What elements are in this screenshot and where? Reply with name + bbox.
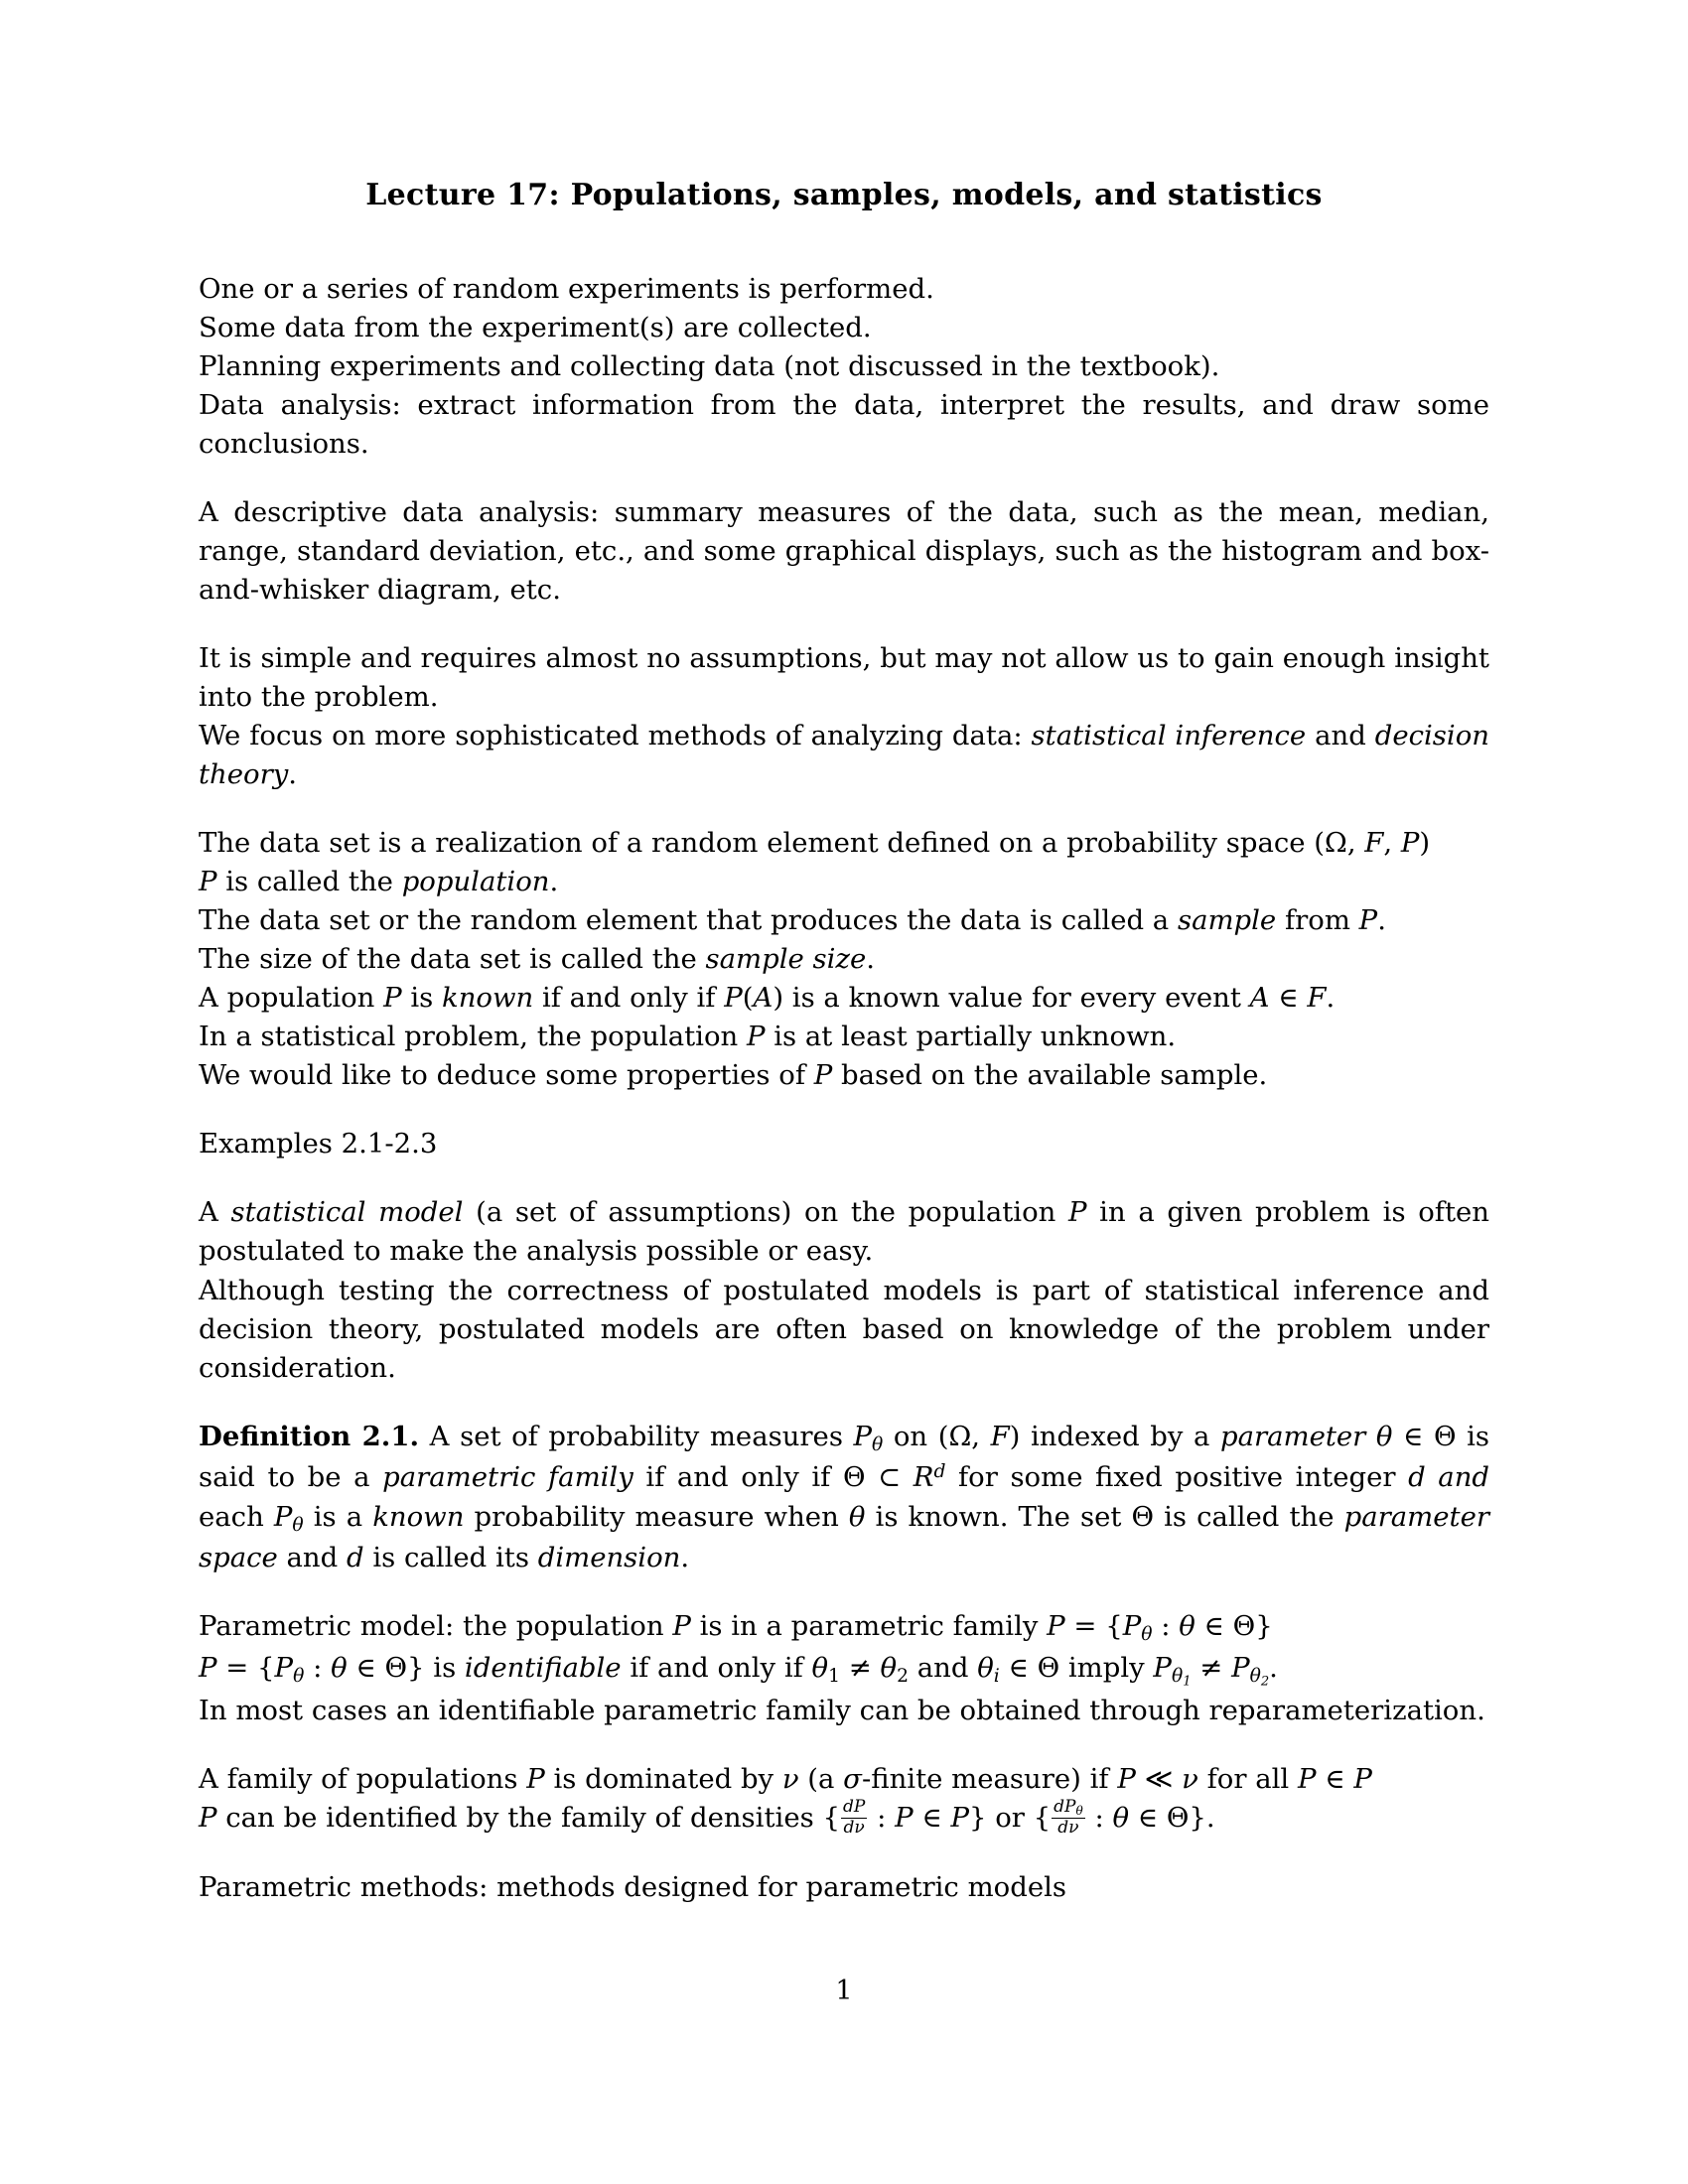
text-run: We focus on more sophisticated methods of analyzing data: [199, 719, 1032, 751]
text-run: = { [1064, 1610, 1123, 1643]
text-run: } [407, 1652, 425, 1685]
math-P: P [1231, 1652, 1250, 1685]
emphasis-parameter: parameter [1219, 1420, 1366, 1452]
math-omega: Ω [948, 1420, 972, 1452]
math-element-of: ∈ [999, 1652, 1038, 1685]
math-A: A [753, 982, 774, 1015]
math-element-of: ∈ [347, 1652, 385, 1685]
math-P: P [1122, 1610, 1142, 1643]
text-run: -finite measure) if [861, 1763, 1118, 1796]
math-P: P [747, 1021, 766, 1053]
math-theta: θ [1112, 1802, 1130, 1835]
text-run: is at least partially unknown. [765, 1021, 1177, 1053]
emphasis-known: known [442, 982, 534, 1015]
math-capital-theta: Θ [1037, 1652, 1060, 1685]
text-line: Some data from the experiment(s) are collected. [199, 311, 872, 343]
text-run: if and only if [633, 1461, 843, 1494]
text-run: , [1346, 827, 1365, 860]
math-script-P: P [950, 1802, 969, 1835]
math-not-equal: ≠ [840, 1652, 881, 1685]
math-superscript-d: d [933, 1461, 946, 1483]
text-line [199, 863, 1489, 901]
text-line: Although testing the correctness of postulated models is part of statistical inference and decision theory, postulated models are often based on knowledge of the problem under consideration. [199, 1274, 1489, 1384]
emphasis-sample: sample [1177, 904, 1277, 937]
text-line [199, 1607, 1489, 1649]
text-run: and [1306, 719, 1375, 751]
text-run: is a [303, 1500, 373, 1533]
text-line: A descriptive data analysis: summary measures of the data, such as the mean, median, range, standard deviation, etc., and some graphical displays, such as the histogram and box-and-whisker diagram, etc. [199, 495, 1489, 606]
text-run: The data set is a realization of a random element defined on a probability space ( [199, 827, 1325, 860]
text-line: Parametric methods: methods designed for parametric models [199, 1871, 1066, 1904]
math-capital-theta: Θ [1166, 1802, 1190, 1835]
paragraph-dominated-family [199, 1760, 1489, 1839]
text-line [199, 1193, 1489, 1271]
emphasis-identifiable: identifiable [464, 1652, 622, 1685]
text-run: . [549, 866, 559, 898]
emphasis-parameter-space: parameter space [199, 1500, 1489, 1574]
text-run: is called the [1154, 1500, 1344, 1533]
text-run: is called its [363, 1542, 538, 1574]
text-run: : [304, 1652, 332, 1685]
math-subscript-theta: θ [292, 1514, 304, 1536]
paragraph-population-sample [199, 824, 1489, 1095]
text-line [199, 824, 1489, 863]
math-element-of: ∈ [1316, 1763, 1354, 1796]
text-run: The size of the data set is called the [199, 943, 706, 976]
math-script-F: F [1307, 982, 1327, 1015]
page-title: Lecture 17: Populations, samples, models, and statistics [365, 178, 1323, 212]
text-run: ) is a known value for every event [773, 982, 1250, 1015]
text-run: . [288, 758, 298, 791]
text-run: is [424, 1652, 465, 1685]
math-capital-theta: Θ [384, 1652, 408, 1685]
text-line [199, 717, 1489, 794]
math-capital-theta: Θ [842, 1461, 866, 1494]
math-not-equal: ≠ [1191, 1652, 1232, 1685]
math-P: P [199, 866, 217, 898]
text-line [199, 979, 1489, 1018]
text-run: ) indexed by a [1009, 1420, 1220, 1452]
text-line: Data analysis: extract information from the data, interpret the results, and draw some conclusions. [199, 388, 1489, 460]
text-run [1365, 1421, 1376, 1452]
text-run: = { [216, 1652, 275, 1685]
text-run: if and only if [533, 982, 725, 1015]
text-run: , [971, 1420, 991, 1452]
emphasis-statistical-model: statistical model [230, 1196, 464, 1229]
text-run: : [1152, 1610, 1180, 1643]
emphasis-decision-theory: decision theory [199, 719, 1489, 791]
fraction-numerator [1052, 1796, 1085, 1820]
math-fraction-dP-dnu [841, 1799, 867, 1838]
text-run: } or { [968, 1802, 1052, 1835]
math-theta: θ [977, 1652, 994, 1685]
math-script-F: F [990, 1420, 1010, 1452]
text-run: A family of populations [199, 1763, 527, 1796]
math-subscript-1: 1 [828, 1666, 840, 1688]
math-subscript-i: i [993, 1666, 1000, 1688]
text-line [199, 1649, 1489, 1692]
text-run: . [1269, 1652, 1278, 1685]
math-capital-theta: Θ [1232, 1610, 1256, 1643]
math-capital-theta: Θ [1433, 1420, 1457, 1452]
math-P: P [383, 982, 402, 1015]
text-line: Planning experiments and collecting data (not discussed in the textbook). [199, 349, 1220, 382]
text-run: (a set of assumptions) on the population [463, 1196, 1068, 1229]
math-omega: Ω [1325, 827, 1347, 860]
math-element-of: ∈ [1392, 1420, 1434, 1452]
text-run: and [277, 1542, 347, 1574]
text-line [199, 901, 1489, 940]
text-line: It is simple and requires almost no assumptions, but may not allow us to gain enough insight into the problem. [199, 641, 1489, 713]
text-run: . [1377, 904, 1386, 937]
text-line: One or a series of random experiments is performed. [199, 272, 934, 305]
fraction-denominator: dν [1057, 1818, 1079, 1839]
text-line [199, 1760, 1489, 1799]
text-run: for all [1197, 1763, 1298, 1796]
math-subscript-2: 2 [897, 1666, 909, 1688]
math-subscript-theta: θ [872, 1433, 884, 1455]
paragraph-statistical-model [199, 1193, 1489, 1387]
math-theta: θ [848, 1500, 866, 1533]
text-run: is known. The set [865, 1500, 1132, 1533]
definition-2-1 [199, 1418, 1489, 1578]
text-run: : [868, 1802, 896, 1835]
math-fraction-dPtheta-dnu [1052, 1796, 1085, 1839]
text-run: is in a parametric family [690, 1610, 1048, 1643]
text-run: each [199, 1500, 274, 1533]
fraction-denominator: dν [843, 1817, 865, 1838]
text-run: ) [1419, 827, 1431, 860]
text-run: A population [199, 982, 384, 1015]
paragraph-parametric-model [199, 1607, 1489, 1730]
emphasis-parametric-family: parametric family [382, 1461, 633, 1494]
math-subscript-theta-2: θ2 [1249, 1666, 1270, 1690]
text-run: A [199, 1196, 231, 1229]
text-run: Parametric model: the population [199, 1610, 673, 1643]
page-number: 1 [835, 1976, 853, 2006]
text-run: in a given problem is often postulated to make the analysis possible or easy. [199, 1196, 1489, 1268]
text-run: is said to be a [199, 1420, 1490, 1494]
math-theta: θ [1375, 1420, 1393, 1452]
text-run: for some fixed positive integer [945, 1461, 1409, 1494]
emphasis-population: population [401, 866, 550, 898]
math-theta: θ [811, 1652, 829, 1685]
emphasis-sample-size: sample size [705, 943, 867, 976]
text-run: is dominated by [544, 1763, 782, 1796]
text-run: (a [798, 1763, 844, 1796]
math-theta: θ [331, 1652, 348, 1685]
math-subscript-theta-1: θ1 [1171, 1666, 1192, 1690]
text-run: . [680, 1542, 690, 1574]
emphasis-known: known [372, 1500, 465, 1533]
math-script-P: P [199, 1802, 217, 1835]
math-P: P [813, 1059, 833, 1092]
math-P: P [273, 1500, 293, 1533]
paragraph-parametric-methods [199, 1868, 1489, 1907]
text-run: . [866, 943, 875, 976]
math-d: d [347, 1542, 364, 1574]
math-P: P [1117, 1763, 1136, 1796]
emphasis-d-and: d and [1408, 1461, 1490, 1494]
definition-label: Definition 2.1. [199, 1420, 420, 1452]
math-P: P [1358, 904, 1378, 937]
paragraph-descriptive-analysis [199, 493, 1489, 610]
math-script-F: F [1364, 827, 1384, 860]
text-run: }. [1189, 1802, 1215, 1835]
math-nu: ν [781, 1763, 799, 1796]
paragraph-intro [199, 270, 1489, 464]
text-run: . [1326, 982, 1336, 1015]
math-nu: ν [1182, 1763, 1198, 1796]
math-subset: ⊂ [865, 1461, 914, 1494]
text-run: : [1085, 1802, 1113, 1835]
text-run: from [1276, 904, 1359, 937]
math-P: P [672, 1610, 691, 1643]
text-run: We would like to deduce some properties of [199, 1059, 814, 1092]
text-run: probability measure when [464, 1500, 849, 1533]
examples-reference: Examples 2.1-2.3 [199, 1128, 438, 1160]
fraction-numerator: dP [842, 1797, 866, 1818]
math-P: P [1068, 1196, 1087, 1229]
math-theta: θ [880, 1652, 898, 1685]
math-script-R: R [913, 1461, 934, 1494]
text-line: In most cases an identifiable parametric family can be obtained through reparameterization. [199, 1695, 1485, 1727]
text-run: The data set or the random element that produces the data is called a [199, 904, 1178, 937]
text-run: In a statistical problem, the population [199, 1021, 747, 1053]
math-script-P: P [1353, 1763, 1372, 1796]
paragraph-simple-assumptions [199, 639, 1489, 794]
text-line [199, 1018, 1489, 1056]
math-A: A [1249, 982, 1270, 1015]
math-script-P: P [199, 1652, 217, 1685]
paragraph-examples [199, 1125, 1489, 1163]
math-P: P [895, 1802, 914, 1835]
math-element-of: ∈ [1129, 1802, 1167, 1835]
math-P: P [1297, 1763, 1317, 1796]
text-run: based on the available sample. [832, 1059, 1268, 1092]
page-content [199, 177, 1489, 1938]
math-subscript-theta: θ [293, 1666, 305, 1688]
math-theta: θ [1179, 1610, 1196, 1643]
text-run: } [1255, 1610, 1273, 1643]
text-run: and [908, 1652, 978, 1685]
math-P: P [1153, 1652, 1172, 1685]
text-run: can be identified by the family of densities { [216, 1802, 840, 1835]
text-run: if and only if [621, 1652, 812, 1685]
text-run: , [1383, 827, 1401, 860]
math-element-of: ∈ [913, 1802, 951, 1835]
math-script-P: P [1047, 1610, 1065, 1643]
fraction-numerator-subscript: θ [1075, 1803, 1083, 1818]
text-line [199, 1796, 1489, 1839]
text-line [199, 1056, 1489, 1095]
math-much-less-than: ≪ [1135, 1763, 1183, 1796]
text-run: on ( [883, 1420, 949, 1452]
emphasis-dimension: dimension [537, 1542, 681, 1574]
math-P: P [1400, 827, 1420, 860]
text-run: ( [742, 982, 754, 1015]
emphasis-statistical-inference: statistical inference [1031, 719, 1307, 751]
text-run: is called the [216, 866, 402, 898]
text-line [199, 940, 1489, 979]
math-P: P [853, 1420, 873, 1452]
math-capital-theta: Θ [1131, 1500, 1155, 1533]
math-P: P [274, 1652, 294, 1685]
math-element-of: ∈ [1269, 982, 1308, 1015]
math-subscript-theta: θ [1141, 1624, 1153, 1646]
math-element-of: ∈ [1195, 1610, 1233, 1643]
text-line [199, 1418, 1489, 1578]
math-P: P [724, 982, 743, 1015]
text-run: imply [1059, 1652, 1154, 1685]
text-run: A set of probability measures [419, 1420, 854, 1452]
math-sigma: σ [843, 1763, 862, 1796]
fraction-numerator-text: dP [1054, 1796, 1076, 1817]
math-script-P: P [526, 1763, 545, 1796]
text-run: is [401, 982, 443, 1015]
